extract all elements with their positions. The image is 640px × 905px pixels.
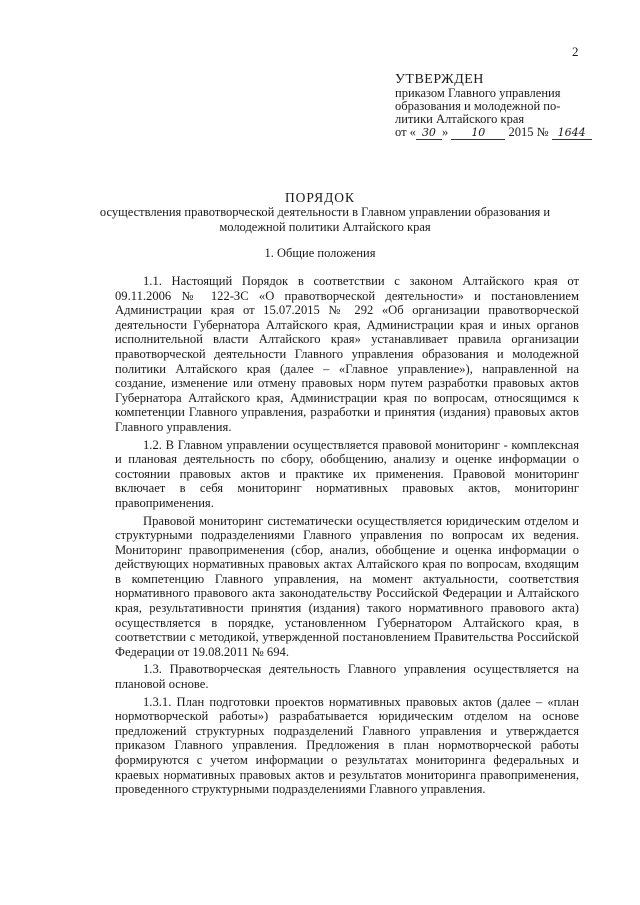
- handwritten-month: 10: [451, 126, 505, 140]
- approval-line: литики Алтайского края: [395, 112, 525, 126]
- approval-block: [395, 72, 605, 139]
- document-title: ПОРЯДОК: [284, 190, 356, 205]
- paragraph: Правовой мониторинг систематически осуществляется юридическим отделом и структурными подразделениями Главного управления по вопросам их ведения. Мониторинг правоприменения (сбор, анализ, обобщение и оценка информации о действующих нормативных правовых актах Алтайского края по вопросам, входящим в компетенцию Главного управления, на момент актуальности, соответствия нормативного правового акта законодательству Российской Федерации и Алтайского края, результативности принятия (издания) такого нормативного правового акта) осуществляется в порядке, установленном Губернатором Алтайского края, в соответствии с методикой, утвержденной постановлением Правительства Российской Федерации от 19.08.2011 № 694.: [115, 513, 579, 659]
- approval-heading: УТВЕРЖДЕН: [395, 72, 484, 87]
- page-number: 2: [572, 44, 579, 59]
- handwritten-day: 30: [416, 126, 442, 140]
- handwritten-number: 1644: [552, 126, 592, 140]
- paragraph: 1.3. Правотворческая деятельность Главного управления осуществляется на плановой основе.: [115, 662, 579, 692]
- paragraph: 1.2. В Главном управлении осуществляется правовой мониторинг - комплексная и плановая деятельность по сбору, обобщению, анализу и оценке информации о состоянии правовых актов и практике их применения. Правовой мониторинг включает в себя мониторинг нормативных правовых актов, мониторинг правоприменения.: [115, 437, 579, 510]
- approval-date-line: [395, 126, 605, 139]
- paragraph: 1.1. Настоящий Порядок в соответствии с законом Алтайского края от 09.11.2006 № 122-ЗС «О правотворческой деятельности» и постановлением Администрации края от 15.07.2015 № 292 «Об организации правотворческой деятельности Губернатора Алтайского края, Администрации края и иных органов исполнительной власти Алтайского края» устанавливает правила организации правотворческой деятельности Главного управления образования и молодежной политики Алтайского края (далее – «Главное управление»), направленной на создание, изменение или отмену правовых норм путем разработки правовых актов Губернатора Алтайского края, Администрации края по вопросам, относящимся к компетенции Главного управления, разработки и принятия (издания) правовых актов Главного управления.: [115, 274, 579, 434]
- approval-line: приказом Главного управления: [395, 86, 561, 100]
- date-year: 2015 №: [508, 125, 549, 139]
- document-body: [115, 274, 579, 800]
- date-mid: »: [441, 125, 449, 139]
- date-prefix: от «: [395, 125, 416, 139]
- paragraph: 1.3.1. План подготовки проектов нормативных правовых актов (далее – «план нормотворческой работы») разрабатывается юридическим отделом на основе предложений структурных подразделений Главного управления и утверждается приказом Главного управления. Предложения в план нормотворческой работы формируются с учетом информации о результатах мониторинга федеральных и краевых нормативных правовых актов и результатов мониторинга правоприменения, проведенного структурными подразделениями Главного управления.: [115, 694, 579, 797]
- approval-line: образования и молодежной по-: [395, 99, 561, 113]
- document-subtitle: осуществления правотворческой деятельности в Главном управлении образования и молодежной политики Алтайского края: [99, 205, 551, 234]
- section-heading: 1. Общие положения: [264, 246, 376, 260]
